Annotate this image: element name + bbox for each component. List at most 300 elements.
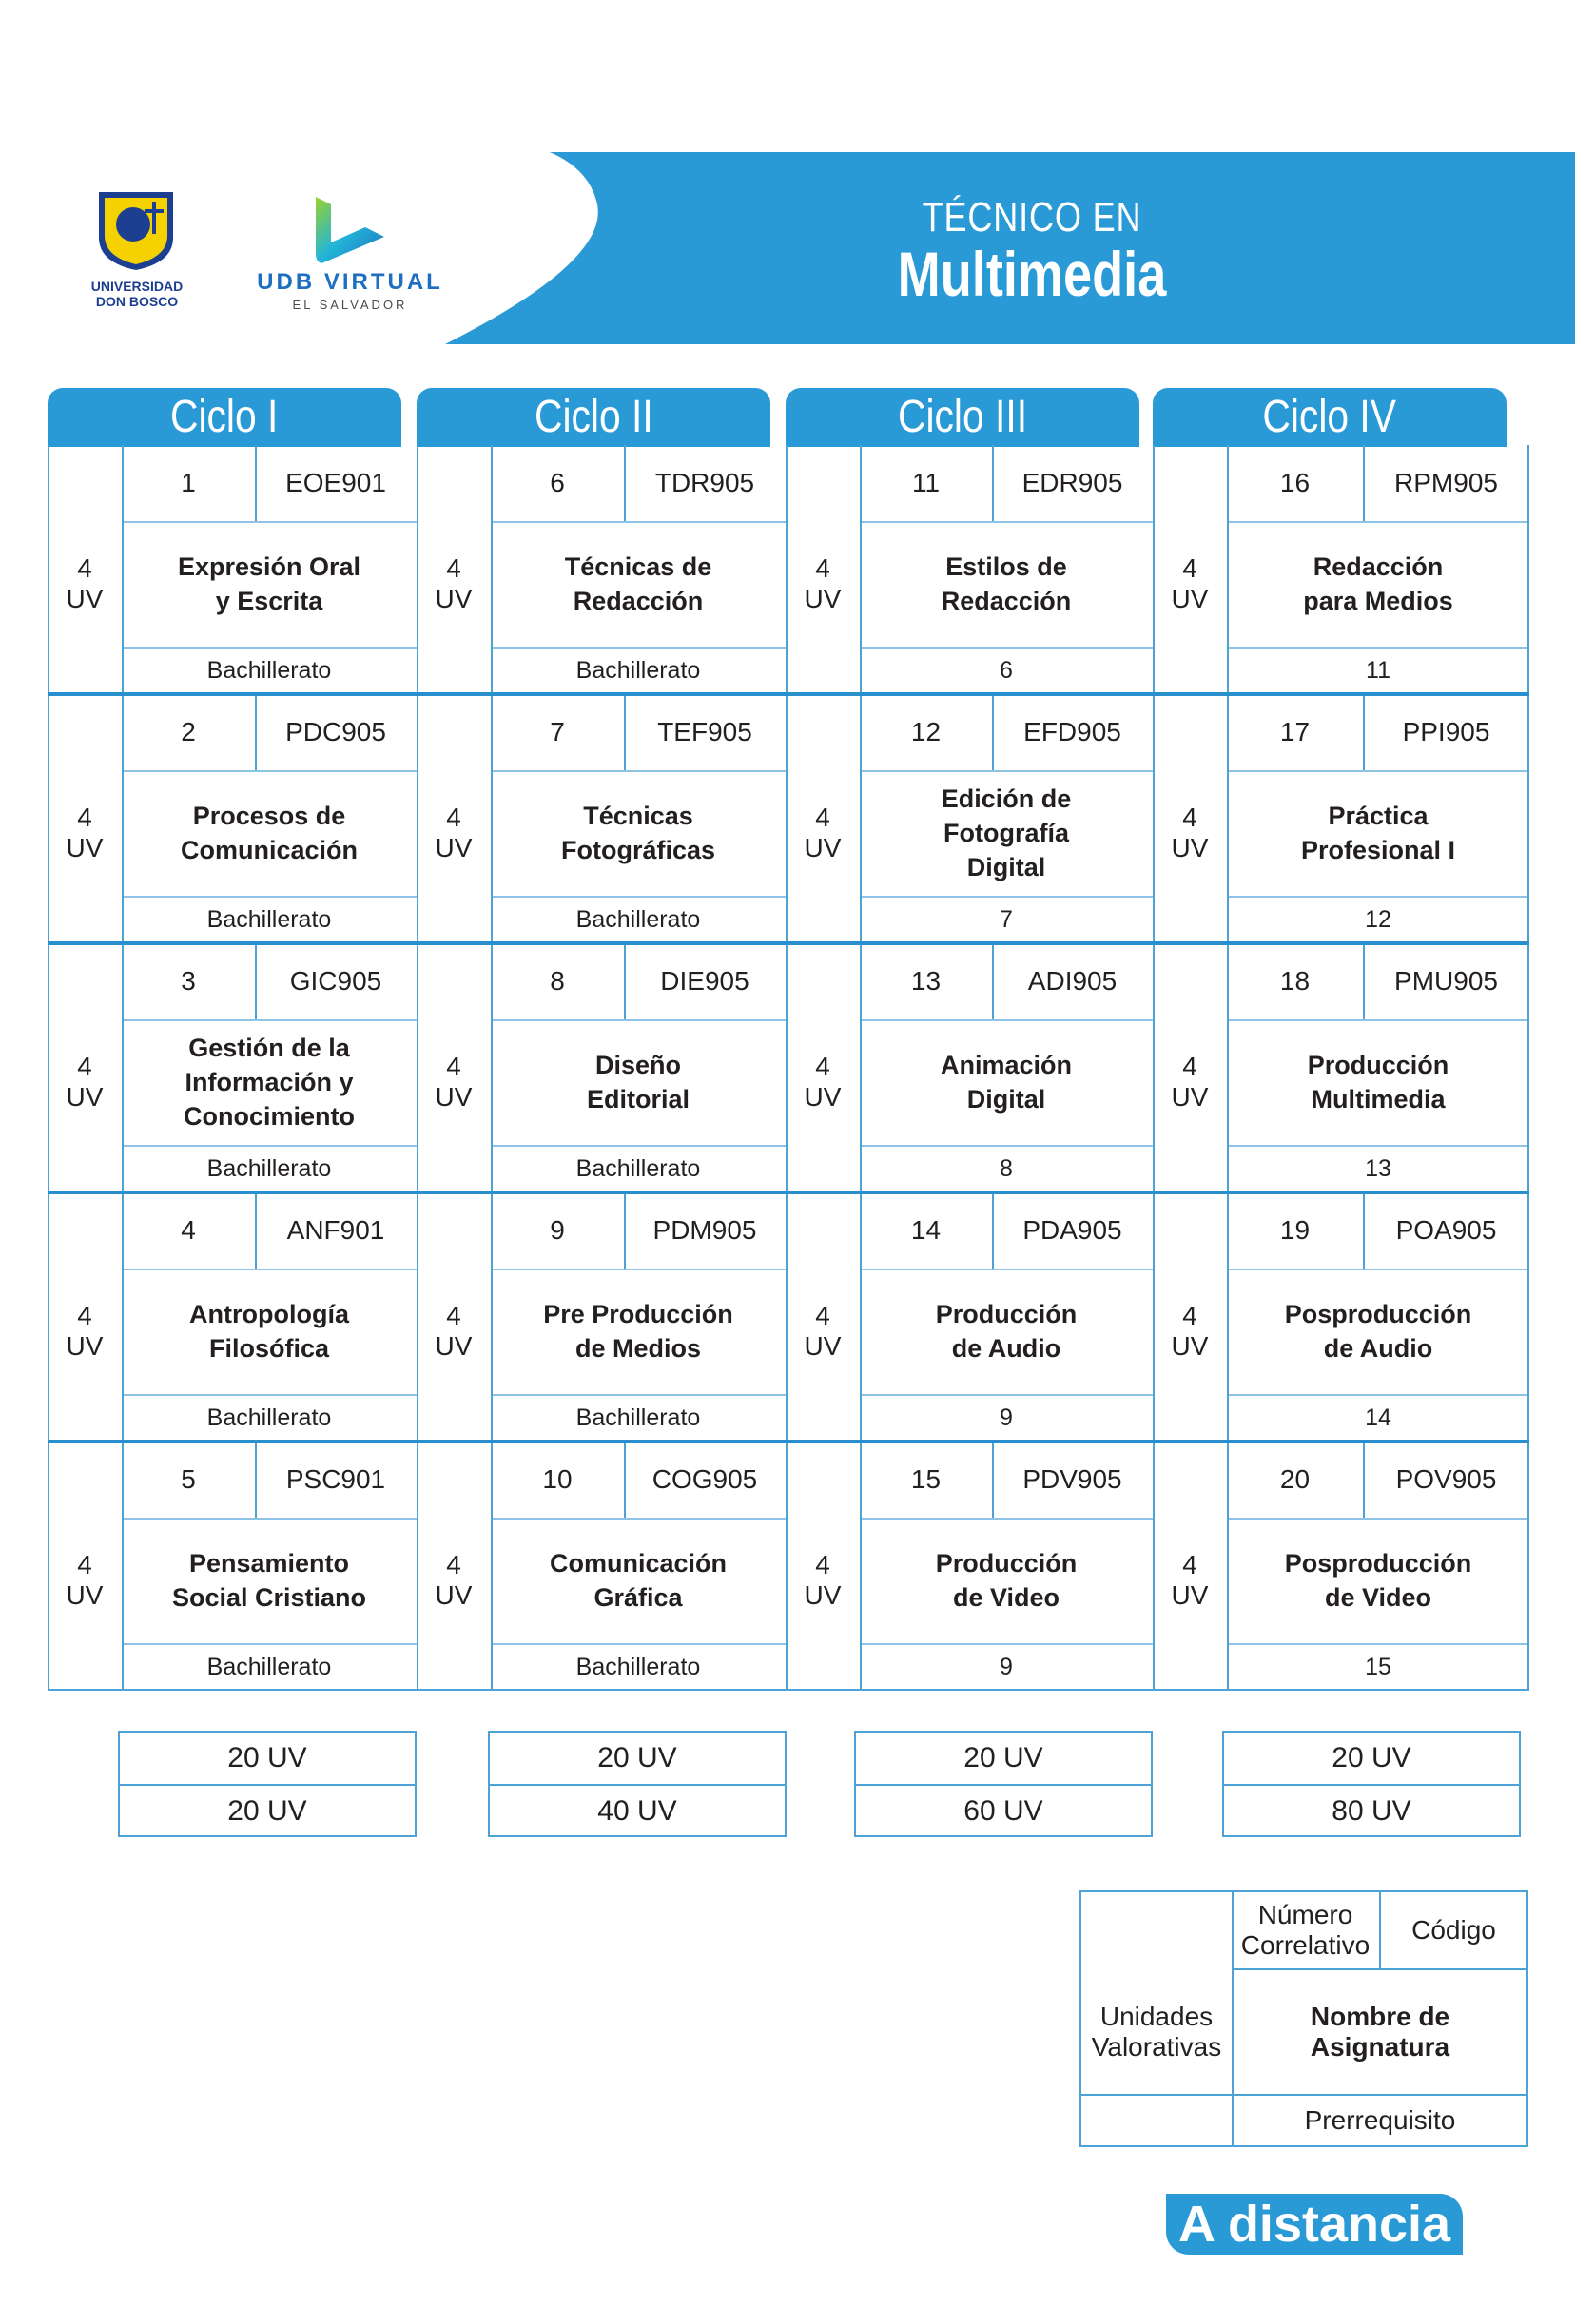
uv-line: UV — [66, 1580, 104, 1610]
subject-name-line: Información y — [185, 1068, 354, 1096]
uv-line: 4 — [446, 1301, 461, 1330]
divider — [1227, 1518, 1529, 1520]
subject-uv — [417, 1019, 491, 1145]
divider — [992, 445, 994, 521]
uv-line: UV — [1171, 584, 1209, 613]
divider — [1363, 1442, 1365, 1518]
subject-name-line: Producción — [1307, 1051, 1449, 1079]
uv-line: 4 — [446, 1052, 461, 1081]
ciclo-header: Ciclo I — [48, 388, 401, 447]
divider — [491, 1192, 493, 1442]
divider — [860, 943, 862, 1192]
cumulative-uv: 20 UV — [227, 1795, 307, 1827]
subject-card — [786, 943, 1153, 1192]
uv-line: 4 — [1182, 1052, 1197, 1081]
divider — [1363, 1192, 1365, 1269]
cycle-total-box — [854, 1731, 1153, 1837]
divider — [122, 1643, 417, 1645]
subject-code: EDR905 — [1021, 468, 1123, 497]
divider — [624, 1192, 626, 1269]
subject-name — [1227, 1518, 1529, 1643]
udb-logo-name — [84, 279, 190, 309]
subject-uv — [48, 521, 122, 647]
uv-line: UV — [1171, 1331, 1209, 1361]
legend-prereq-label: Prerrequisito — [1304, 2105, 1456, 2135]
subject-name-line: Procesos de — [192, 802, 346, 830]
subject-name-line: Posproducción — [1284, 1549, 1472, 1578]
subject-prereq: Bachillerato — [206, 1653, 332, 1680]
divider — [122, 694, 124, 943]
subject-name — [491, 770, 786, 896]
uv-line: UV — [804, 584, 842, 613]
divider — [1227, 647, 1529, 649]
subject-card — [48, 1192, 417, 1442]
row-divider — [48, 1689, 1529, 1691]
divider — [122, 1145, 417, 1147]
subject-name-line: Estilos de — [945, 552, 1067, 581]
subject-name-line: Digital — [966, 853, 1046, 881]
divider — [491, 521, 786, 523]
divider — [255, 1192, 257, 1269]
uv-line: 4 — [77, 803, 92, 832]
subject-name-line: de Video — [952, 1583, 1060, 1612]
uv-line: UV — [804, 1082, 842, 1112]
divider — [1227, 1019, 1529, 1021]
subject-name-line: de Audio — [1323, 1334, 1433, 1363]
subject-code: PDA905 — [1022, 1215, 1122, 1245]
divider — [624, 943, 626, 1019]
divider — [255, 1442, 257, 1518]
legend-code-label: Código — [1411, 1915, 1496, 1945]
subject-name-line: y Escrita — [215, 587, 323, 615]
subject-name-line: de Audio — [951, 1334, 1061, 1363]
divider — [860, 694, 862, 943]
uv-line: UV — [804, 1331, 842, 1361]
divider — [122, 1269, 417, 1270]
legend-box — [1079, 1890, 1528, 2147]
divider — [491, 1145, 786, 1147]
subject-name-line: Gráfica — [593, 1583, 683, 1612]
cycle-uv: 20 UV — [1224, 1733, 1519, 1786]
divider — [1227, 1643, 1529, 1645]
divider — [491, 770, 786, 772]
subject-name-line: Posproducción — [1284, 1300, 1472, 1328]
curriculum-grid — [48, 445, 1529, 1691]
uv-line: 4 — [446, 803, 461, 832]
divider — [491, 943, 493, 1192]
subject-prereq: Bachillerato — [575, 1404, 701, 1431]
subject-uv — [417, 770, 491, 896]
divider — [122, 943, 124, 1192]
subject-uv — [48, 770, 122, 896]
column-divider — [417, 445, 418, 1691]
divider — [1363, 445, 1365, 521]
subject-name-line: Producción — [935, 1300, 1078, 1328]
uv-line: 4 — [815, 553, 830, 583]
divider — [1227, 1192, 1229, 1442]
column-divider — [48, 445, 49, 1691]
uv-line: UV — [435, 1331, 473, 1361]
subject-name-line: Producción — [935, 1549, 1078, 1578]
subject-card — [786, 1192, 1153, 1442]
uv-line: 4 — [77, 1052, 92, 1081]
subject-number: 20 — [1279, 1464, 1311, 1494]
subject-name-line: Edición de — [941, 784, 1072, 813]
subject-uv — [1153, 1019, 1227, 1145]
subject-prereq: Bachillerato — [206, 905, 332, 933]
divider — [860, 1518, 1153, 1520]
divider — [491, 1643, 786, 1645]
udb-virtual-wordmark: UDB VIRTUAL — [257, 269, 443, 295]
subject-code: POV905 — [1395, 1464, 1497, 1494]
subject-uv — [1153, 770, 1227, 896]
subject-name-line: Expresión Oral — [177, 552, 361, 581]
divider — [255, 694, 257, 770]
subject-name-line: Conocimiento — [184, 1102, 355, 1131]
subject-name — [122, 770, 417, 896]
subject-number: 14 — [910, 1215, 942, 1245]
divider — [1363, 943, 1365, 1019]
divider — [860, 1019, 1153, 1021]
subject-card — [786, 445, 1153, 694]
subject-name-line: Redacción — [941, 587, 1072, 615]
subject-name-line: Comunicación — [180, 836, 359, 864]
uv-line: 4 — [446, 553, 461, 583]
subject-name — [860, 521, 1153, 647]
subject-name-line: Comunicación — [549, 1549, 728, 1578]
subject-number: 18 — [1279, 966, 1311, 996]
subject-name-line: para Medios — [1303, 587, 1453, 615]
cycle-total-box — [1222, 1731, 1521, 1837]
subject-card — [417, 1192, 786, 1442]
subject-name-line: Redacción — [1312, 552, 1444, 581]
subject-code: GIC905 — [289, 966, 382, 996]
subject-name — [122, 1269, 417, 1394]
divider — [860, 1394, 1153, 1396]
subject-name-line: de Video — [1324, 1583, 1432, 1612]
subject-prereq: 9 — [1000, 1653, 1013, 1680]
divider — [860, 1269, 1153, 1270]
uv-line: UV — [1171, 833, 1209, 862]
subject-code: PDC905 — [285, 717, 386, 746]
column-divider — [1527, 445, 1529, 1691]
subject-name — [1227, 770, 1529, 896]
subject-uv — [786, 1518, 860, 1643]
subject-name-line: Práctica — [1328, 802, 1429, 830]
divider — [624, 694, 626, 770]
uv-line: UV — [435, 1082, 473, 1112]
subject-name-line: Filosófica — [208, 1334, 330, 1363]
subject-card — [1153, 1192, 1529, 1442]
subject-uv — [786, 521, 860, 647]
divider — [491, 896, 786, 898]
subject-number: 16 — [1279, 468, 1311, 497]
divider — [860, 896, 1153, 898]
row-divider — [48, 941, 1529, 945]
subject-number: 9 — [550, 1215, 565, 1245]
uv-line: UV — [66, 1082, 104, 1112]
divider — [122, 1019, 417, 1021]
subject-name-line: Profesional I — [1300, 836, 1456, 864]
udb-name-line1: UNIVERSIDAD — [90, 279, 184, 294]
legend-name-label: Nombre de Asignatura — [1310, 2002, 1450, 2062]
subject-name-line: Antropología — [189, 1300, 349, 1328]
subject-number: 19 — [1279, 1215, 1311, 1245]
uv-line: 4 — [815, 1052, 830, 1081]
subject-uv — [786, 1019, 860, 1145]
subject-name-line: Fotográficas — [560, 836, 716, 864]
subject-name-line: Gestión de la — [188, 1034, 350, 1062]
subject-prereq: 15 — [1365, 1653, 1391, 1680]
subject-uv — [1153, 1269, 1227, 1394]
divider — [491, 694, 493, 943]
subject-name-line: de Medios — [574, 1334, 702, 1363]
play-icon — [312, 195, 388, 263]
column-divider — [1153, 445, 1155, 1691]
subject-code: PMU905 — [1394, 966, 1498, 996]
column-divider — [786, 445, 788, 1691]
uv-line: UV — [435, 833, 473, 862]
subject-prereq: Bachillerato — [575, 1653, 701, 1680]
uv-line: 4 — [77, 1550, 92, 1579]
udb-logo — [84, 188, 190, 317]
divider — [992, 1192, 994, 1269]
subject-code: PPI905 — [1402, 717, 1490, 746]
subject-card — [786, 694, 1153, 943]
divider — [255, 943, 257, 1019]
subject-prereq: Bachillerato — [206, 1404, 332, 1431]
uv-line: UV — [66, 1331, 104, 1361]
subject-uv — [417, 1269, 491, 1394]
subject-prereq: 11 — [1366, 656, 1390, 684]
subject-card — [48, 445, 417, 694]
subject-name-line: Digital — [966, 1085, 1046, 1114]
subject-number: 17 — [1279, 717, 1311, 746]
cycle-total-box — [488, 1731, 787, 1837]
subject-card — [1153, 943, 1529, 1192]
divider — [1227, 445, 1229, 694]
divider — [1227, 896, 1529, 898]
subject-uv — [417, 521, 491, 647]
divider — [1227, 1442, 1229, 1691]
cycle-uv: 20 UV — [490, 1733, 785, 1786]
subject-name — [860, 1269, 1153, 1394]
divider — [491, 1019, 786, 1021]
subject-card — [1153, 445, 1529, 694]
divider — [624, 1442, 626, 1518]
subject-code: POA905 — [1395, 1215, 1497, 1245]
subject-code: EOE901 — [285, 468, 386, 497]
divider — [1227, 1394, 1529, 1396]
uv-line: 4 — [1182, 1550, 1197, 1579]
subject-number: 10 — [542, 1464, 573, 1494]
divider — [491, 1394, 786, 1396]
subject-prereq: Bachillerato — [206, 1154, 332, 1182]
divider — [860, 521, 1153, 523]
subject-number: 7 — [550, 717, 565, 746]
program-title — [856, 195, 1208, 307]
divider — [1227, 694, 1229, 943]
subject-code: ADI905 — [1027, 966, 1118, 996]
divider — [122, 1518, 417, 1520]
cumulative-uv: 60 UV — [963, 1795, 1043, 1827]
ciclo-header: Ciclo IV — [1153, 388, 1507, 447]
subject-name-line: Pre Producción — [543, 1300, 733, 1328]
divider — [122, 1192, 124, 1442]
subject-code: PSC901 — [285, 1464, 386, 1494]
subject-card — [417, 1442, 786, 1691]
divider — [860, 1192, 862, 1442]
divider — [860, 445, 862, 694]
subject-code: RPM905 — [1394, 468, 1498, 497]
uv-line: UV — [1171, 1580, 1209, 1610]
subject-name-line: Técnicas de — [564, 552, 712, 581]
udb-virtual-logo — [243, 195, 453, 319]
subject-card — [417, 445, 786, 694]
uv-line: 4 — [1182, 1301, 1197, 1330]
divider — [1363, 694, 1365, 770]
subject-prereq: 8 — [1000, 1154, 1013, 1182]
subject-number: 13 — [910, 966, 942, 996]
subject-number: 4 — [181, 1215, 196, 1245]
divider — [1227, 770, 1529, 772]
subject-card — [48, 1442, 417, 1691]
row-divider — [48, 1191, 1529, 1194]
divider — [1227, 1269, 1529, 1270]
subject-name — [1227, 521, 1529, 647]
shield-icon — [95, 188, 177, 272]
subject-prereq: 6 — [1000, 656, 1013, 684]
subject-prereq: Bachillerato — [206, 656, 332, 684]
uv-line: 4 — [815, 803, 830, 832]
header-banner — [0, 0, 1575, 361]
subject-code: TEF905 — [657, 717, 752, 746]
divider — [1227, 521, 1529, 523]
legend-num-label: Número Correlativo — [1240, 1900, 1371, 1960]
uv-line: 4 — [815, 1301, 830, 1330]
subject-number: 2 — [181, 717, 196, 746]
subject-name-line: Pensamiento — [188, 1549, 350, 1578]
subject-name-line: Animación — [940, 1051, 1073, 1079]
row-divider — [48, 1440, 1529, 1443]
uv-line: UV — [804, 833, 842, 862]
subject-name — [1227, 1019, 1529, 1145]
divider — [491, 445, 493, 694]
subject-name — [122, 521, 417, 647]
subject-name — [122, 1019, 417, 1145]
divider — [1227, 1145, 1529, 1147]
subject-uv — [48, 1269, 122, 1394]
uv-line: 4 — [446, 1550, 461, 1579]
subject-number: 15 — [910, 1464, 942, 1494]
divider — [491, 1269, 786, 1270]
subject-name-line: Diseño — [594, 1051, 682, 1079]
subject-name-line: Redacción — [573, 587, 704, 615]
cumulative-uv: 40 UV — [597, 1795, 677, 1827]
subject-prereq: 13 — [1365, 1154, 1391, 1182]
divider — [122, 770, 417, 772]
uv-line: UV — [66, 584, 104, 613]
subject-number: 8 — [550, 966, 565, 996]
subject-code: EFD905 — [1023, 717, 1121, 746]
subject-card — [1153, 1442, 1529, 1691]
divider — [860, 647, 1153, 649]
subject-code: COG905 — [651, 1464, 758, 1494]
subject-number: 5 — [181, 1464, 196, 1494]
subject-name — [122, 1518, 417, 1643]
uv-line: 4 — [815, 1550, 830, 1579]
divider — [491, 647, 786, 649]
subject-code: TDR905 — [654, 468, 755, 497]
divider — [122, 521, 417, 523]
divider — [1227, 943, 1229, 1192]
subject-card — [48, 943, 417, 1192]
subject-uv — [1153, 1518, 1227, 1643]
uv-line: 4 — [77, 553, 92, 583]
subject-card — [417, 694, 786, 943]
subject-card — [786, 1442, 1153, 1691]
subject-prereq: 14 — [1365, 1404, 1391, 1431]
uv-line: UV — [1171, 1082, 1209, 1112]
subject-name — [860, 770, 1153, 896]
subject-uv — [1153, 521, 1227, 647]
divider — [122, 1394, 417, 1396]
subject-name-line: Técnicas — [583, 802, 693, 830]
subject-uv — [786, 1269, 860, 1394]
subject-number: 12 — [910, 717, 942, 746]
subject-prereq: 9 — [1000, 1404, 1013, 1431]
divider — [860, 1442, 862, 1691]
divider — [860, 770, 1153, 772]
subject-name-line: Editorial — [586, 1085, 690, 1114]
divider — [491, 1442, 493, 1691]
divider — [624, 445, 626, 521]
divider — [122, 445, 124, 694]
program-title-main: Multimedia — [897, 239, 1167, 309]
udb-virtual-sub: EL SALVADOR — [292, 298, 408, 312]
divider — [122, 1442, 124, 1691]
subject-name — [1227, 1269, 1529, 1394]
divider — [122, 896, 417, 898]
subject-uv — [48, 1518, 122, 1643]
subject-uv — [417, 1518, 491, 1643]
subject-name — [491, 521, 786, 647]
program-title-small: TÉCNICO EN — [922, 194, 1142, 241]
subject-card — [417, 943, 786, 1192]
cycle-total-box — [118, 1731, 417, 1837]
subject-prereq: Bachillerato — [575, 1154, 701, 1182]
uv-line: 4 — [1182, 553, 1197, 583]
subject-code: PDV905 — [1022, 1464, 1122, 1494]
divider — [992, 1442, 994, 1518]
subject-code: DIE905 — [660, 966, 749, 996]
cumulative-uv: 80 UV — [1332, 1795, 1411, 1827]
row-divider — [48, 692, 1529, 696]
subject-name — [860, 1518, 1153, 1643]
subject-name — [491, 1518, 786, 1643]
uv-line: UV — [435, 584, 473, 613]
divider — [860, 1145, 1153, 1147]
subject-name-line: Multimedia — [1311, 1085, 1446, 1114]
divider — [992, 943, 994, 1019]
subject-uv — [48, 1019, 122, 1145]
ciclo-header: Ciclo III — [786, 388, 1139, 447]
modality-badge: A distancia — [1166, 2194, 1463, 2255]
subject-name-line: Social Cristiano — [171, 1583, 367, 1612]
divider — [992, 694, 994, 770]
divider — [491, 1518, 786, 1520]
subject-number: 11 — [911, 468, 941, 497]
